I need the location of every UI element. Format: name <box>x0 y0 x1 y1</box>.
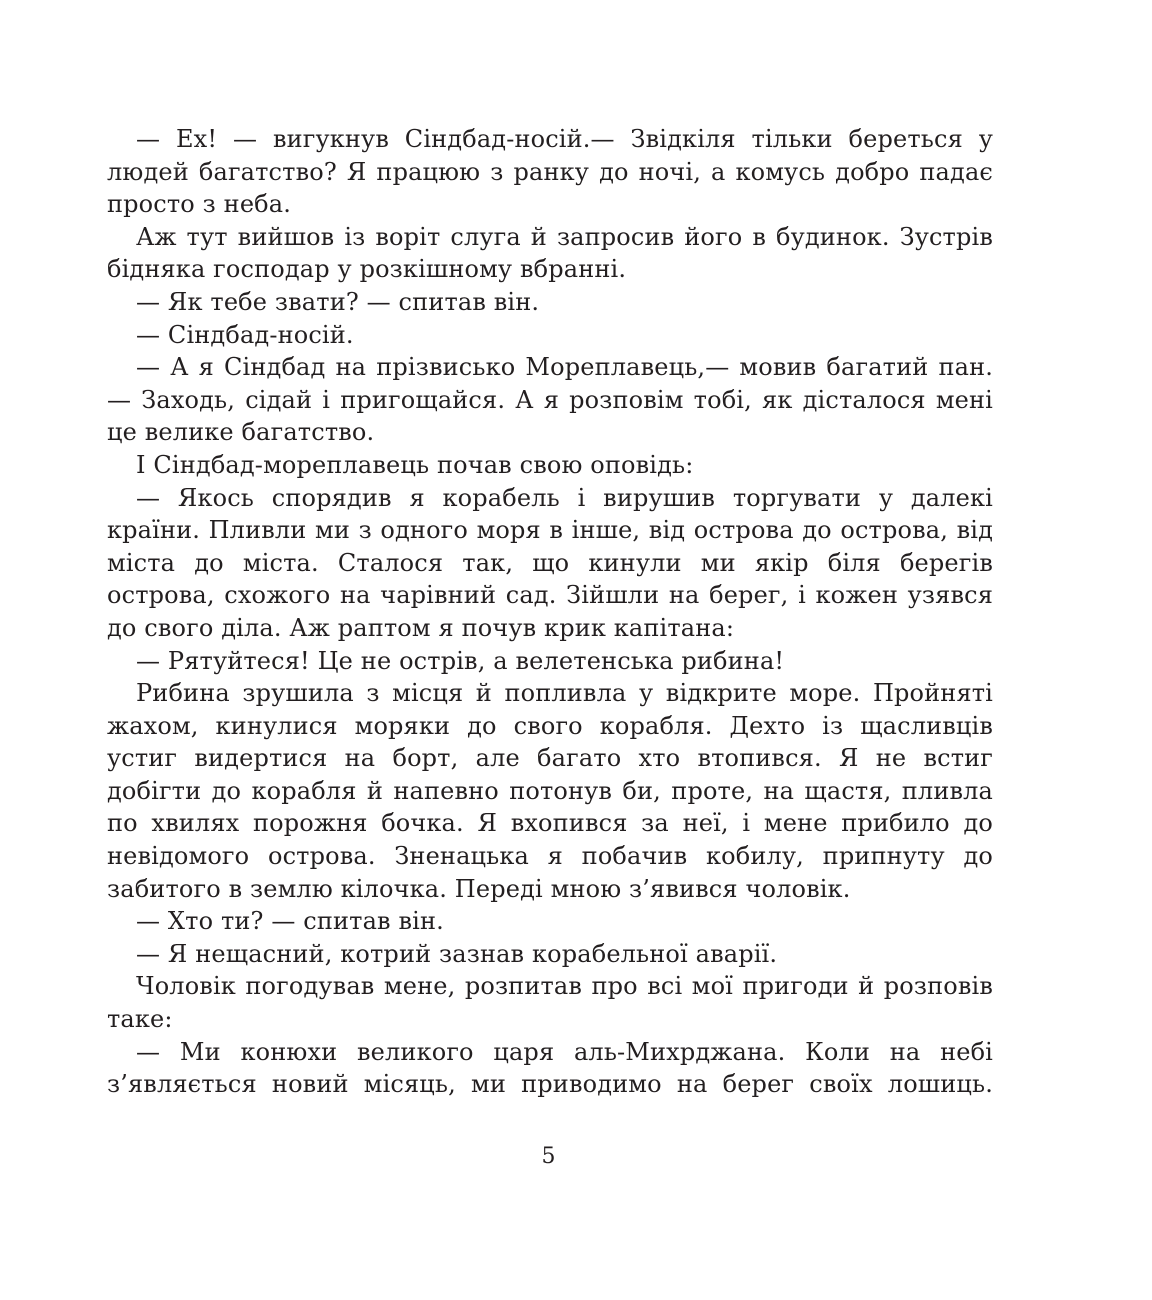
paragraph: Чоловік погодував мене, розпитав про всі мої пригоди й розповів таке: <box>107 972 993 1034</box>
paragraph: І Сіндбад-мореплавець почав свою оповідь: <box>136 450 694 479</box>
paragraph: — Як тебе звати? — спитав він. <box>136 287 540 316</box>
paragraph: — Я нещасний, котрий зазнав корабельної аварії. <box>136 939 778 968</box>
body-text <box>107 123 993 1101</box>
paragraph: — Сіндбад-носій. <box>136 320 354 349</box>
paragraph: Рибина зрушила з місця й попливла у відкрите море. Пройняті жахом, кинулися моряки до свого корабля. Дехто із щасливців устиг видертися на борт, але багато хто втопився. Я не встиг добігти до корабля й напевно потонув би, проте, на щастя, пливла по хвилях порожня бочка. Я вхопився за неї, і мене прибило до невідомого острова. Зненацька я побачив кобилу, припнуту до забитого в землю кілочка. Переді мною з’явився чоловік. <box>107 679 993 903</box>
paragraph: — А я Сіндбад на прізвисько Мореплавець,— мовив багатий пан.— Заходь, сідай і пригощайся. А я розповім тобі, як дісталося мені це велике багатство. <box>107 353 993 447</box>
paragraph: — Ми конюхи великого царя аль-Михрджана. Коли на небі з’являється новий місяць, ми приводимо на берег своїх лошиць. <box>107 1037 993 1099</box>
paragraph: — Ех! — вигукнув Сіндбад-носій.— Звідкіля тільки береться у людей багатство? Я працюю з ранку до ночі, а комусь добро падає просто з неба. <box>107 125 993 219</box>
page-number: 5 <box>541 1144 556 1169</box>
paragraph: — Рятуйтеся! Це не острів, а велетенська рибина! <box>136 646 785 675</box>
paragraph: — Хто ти? — спитав він. <box>136 907 444 936</box>
paragraph: — Якось спорядив я корабель і вирушив торгувати у далекі країни. Пливли ми з одного моря в інше, від острова до острова, від міста до міста. Сталося так, що кинули ми якір біля берегів острова, схожого на чарівний сад. Зійшли на берег, і кожен узявся до свого діла. Аж раптом я почув крик капітана: <box>107 483 993 642</box>
paragraph: Аж тут вийшов із воріт слуга й запросив його в будинок. Зустрів бідняка господар у розкішному вбранні. <box>107 222 993 284</box>
